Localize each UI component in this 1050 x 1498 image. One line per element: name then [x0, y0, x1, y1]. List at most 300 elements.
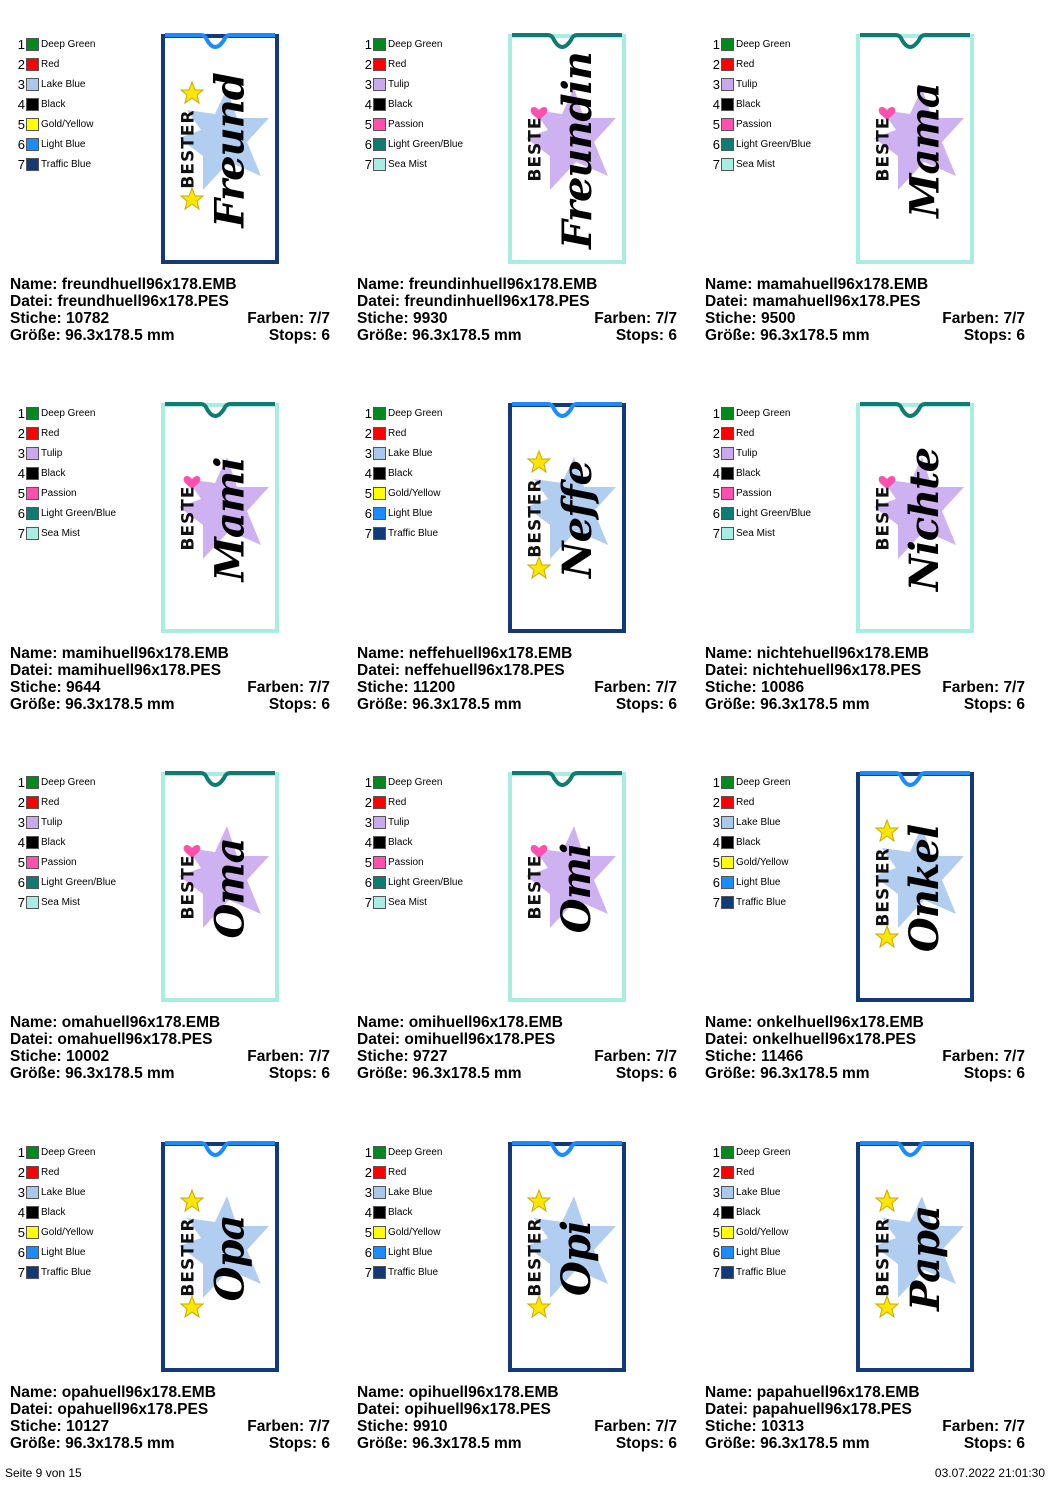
color-row [362, 134, 463, 154]
color-row [15, 483, 116, 503]
color-number: 3 [17, 445, 25, 461]
color-swatch [373, 158, 386, 171]
color-number: 2 [17, 425, 25, 441]
design-preview [852, 30, 978, 266]
color-swatch [373, 38, 386, 51]
color-row [362, 523, 442, 543]
color-number: 1 [17, 36, 25, 52]
color-number: 6 [712, 1244, 720, 1260]
color-row [710, 94, 811, 114]
design-preview [504, 399, 630, 635]
color-number: 1 [364, 774, 372, 790]
color-swatch [721, 836, 734, 849]
design-file: Datei: papahuell96x178.PES [705, 1401, 912, 1418]
color-swatch [26, 98, 39, 111]
stop-count: Stops: 6 [268, 1435, 330, 1452]
color-row [710, 74, 811, 94]
design-info [357, 1014, 677, 1082]
color-row [710, 114, 811, 134]
color-row [710, 792, 790, 812]
color-row [710, 403, 811, 423]
color-number: 6 [17, 505, 25, 521]
stitch-count: Stiche: 9500 [705, 310, 796, 327]
color-name: Lake Blue [388, 1186, 433, 1198]
color-row [15, 1162, 95, 1182]
color-swatch [26, 1226, 39, 1239]
color-number: 4 [712, 834, 720, 850]
color-row [15, 74, 95, 94]
design-file: Datei: neffehuell96x178.PES [357, 662, 565, 679]
color-row [362, 503, 442, 523]
color-row [362, 1202, 442, 1222]
color-swatch [373, 118, 386, 131]
design-label-large: Oma [206, 837, 254, 939]
design-label-small: BESTER [526, 1217, 546, 1297]
color-swatch [721, 58, 734, 71]
design-file: Datei: opihuell96x178.PES [357, 1401, 551, 1418]
design-size: Größe: 96.3x178.5 mm [357, 696, 522, 713]
color-swatch [721, 876, 734, 889]
color-number: 7 [364, 525, 372, 541]
color-swatch [373, 1206, 386, 1219]
color-name: Black [388, 1206, 413, 1218]
color-name: Red [41, 796, 60, 808]
color-row [362, 1162, 442, 1182]
color-row [710, 1262, 790, 1282]
design-label-large: Papa [901, 1205, 949, 1311]
color-number: 2 [17, 1164, 25, 1180]
color-name: Deep Green [736, 407, 791, 419]
design-file: Datei: nichtehuell96x178.PES [705, 662, 922, 679]
color-swatch [26, 1146, 39, 1159]
color-row [15, 1202, 95, 1222]
color-name: Light Blue [388, 1246, 433, 1258]
color-row [362, 423, 442, 443]
color-number: 6 [17, 874, 25, 890]
color-number: 7 [17, 1264, 25, 1280]
color-swatch [373, 98, 386, 111]
design-label-small: BESTE [874, 485, 894, 551]
color-name: Red [736, 58, 755, 70]
color-swatch [373, 138, 386, 151]
color-name: Gold/Yellow [41, 118, 94, 130]
color-number: 4 [712, 96, 720, 112]
color-count: Farben: 7/7 [594, 1418, 677, 1435]
color-row [15, 1182, 95, 1202]
stitch-count: Stiche: 9727 [357, 1048, 448, 1065]
color-name: Passion [41, 856, 77, 868]
color-name: Traffic Blue [41, 1266, 92, 1278]
color-count: Farben: 7/7 [594, 679, 677, 696]
color-name: Tulip [736, 78, 758, 90]
color-number: 6 [364, 505, 372, 521]
stop-count: Stops: 6 [615, 327, 677, 344]
color-row [362, 1262, 442, 1282]
color-row [710, 772, 790, 792]
design-size: Größe: 96.3x178.5 mm [705, 696, 870, 713]
color-number: 1 [712, 1144, 720, 1160]
color-number: 1 [364, 1144, 372, 1160]
color-name: Deep Green [41, 1146, 96, 1158]
color-swatch [26, 407, 39, 420]
color-row [362, 812, 463, 832]
color-swatch [373, 407, 386, 420]
color-row [710, 34, 811, 54]
color-swatch [721, 447, 734, 460]
color-count: Farben: 7/7 [247, 1048, 330, 1065]
color-name: Gold/Yellow [736, 856, 789, 868]
color-number: 5 [712, 485, 720, 501]
design-name: Name: opihuell96x178.EMB [357, 1384, 559, 1401]
color-list [15, 1142, 95, 1282]
color-name: Traffic Blue [388, 1266, 439, 1278]
color-row [362, 483, 442, 503]
color-number: 3 [364, 76, 372, 92]
color-row [15, 154, 95, 174]
color-number: 1 [17, 405, 25, 421]
color-swatch [721, 527, 734, 540]
color-row [15, 812, 116, 832]
color-row [362, 154, 463, 174]
color-swatch [26, 158, 39, 171]
color-swatch [26, 118, 39, 131]
color-name: Light Green/Blue [736, 507, 812, 519]
stitch-count: Stiche: 11200 [357, 679, 456, 696]
design-file: Datei: onkelhuell96x178.PES [705, 1031, 917, 1048]
design-info [10, 1384, 330, 1452]
color-name: Light Blue [41, 138, 86, 150]
color-name: Sea Mist [736, 158, 775, 170]
color-row [15, 134, 95, 154]
color-name: Light Blue [388, 507, 433, 519]
color-number: 4 [364, 834, 372, 850]
color-row [15, 34, 95, 54]
color-row [362, 772, 463, 792]
color-number: 4 [364, 96, 372, 112]
color-number: 7 [17, 525, 25, 541]
design-file: Datei: freundhuell96x178.PES [10, 293, 229, 310]
color-number: 7 [712, 1264, 720, 1280]
color-list [362, 1142, 442, 1282]
color-number: 6 [712, 136, 720, 152]
color-swatch [373, 527, 386, 540]
color-name: Black [388, 467, 413, 479]
color-swatch [373, 507, 386, 520]
color-row [15, 892, 116, 912]
color-number: 2 [712, 794, 720, 810]
stitch-count: Stiche: 10782 [10, 310, 110, 327]
color-name: Light Blue [736, 1246, 781, 1258]
color-number: 3 [712, 1184, 720, 1200]
design-label-small: BESTER [179, 1217, 199, 1297]
color-swatch [721, 138, 734, 151]
design-name: Name: onkelhuell96x178.EMB [705, 1014, 924, 1031]
color-name: Deep Green [388, 407, 443, 419]
color-name: Lake Blue [41, 1186, 86, 1198]
stitch-count: Stiche: 10002 [10, 1048, 110, 1065]
design-size: Größe: 96.3x178.5 mm [10, 327, 175, 344]
color-name: Tulip [41, 447, 63, 459]
design-name: Name: freundhuell96x178.EMB [10, 276, 237, 293]
design-preview [504, 30, 630, 266]
color-swatch [721, 1206, 734, 1219]
color-name: Red [388, 427, 407, 439]
design-info [357, 276, 677, 344]
color-swatch [373, 796, 386, 809]
design-preview [504, 1138, 630, 1374]
design-name: Name: freundinhuell96x178.EMB [357, 276, 598, 293]
design-label-small: BESTER [526, 478, 546, 558]
color-name: Black [41, 836, 66, 848]
color-swatch [26, 447, 39, 460]
design-name: Name: omihuell96x178.EMB [357, 1014, 563, 1031]
color-count: Farben: 7/7 [942, 1418, 1025, 1435]
color-name: Red [41, 1166, 60, 1178]
color-swatch [26, 38, 39, 51]
color-number: 3 [712, 76, 720, 92]
color-number: 2 [364, 425, 372, 441]
design-preview [157, 30, 283, 266]
design-label-large: Neffe [553, 460, 601, 578]
color-number: 6 [364, 1244, 372, 1260]
color-number: 6 [712, 874, 720, 890]
color-row [362, 1242, 442, 1262]
color-row [362, 832, 463, 852]
color-number: 2 [364, 56, 372, 72]
stop-count: Stops: 6 [963, 327, 1025, 344]
color-row [362, 1222, 442, 1242]
color-name: Lake Blue [736, 1186, 781, 1198]
color-name: Traffic Blue [736, 896, 787, 908]
color-number: 3 [17, 76, 25, 92]
color-name: Gold/Yellow [41, 1226, 94, 1238]
design-info [10, 1014, 330, 1082]
stitch-count: Stiche: 9644 [10, 679, 101, 696]
color-swatch [373, 78, 386, 91]
color-name: Deep Green [41, 38, 96, 50]
color-name: Gold/Yellow [736, 1226, 789, 1238]
color-swatch [721, 487, 734, 500]
design-card [357, 768, 697, 1128]
design-size: Größe: 96.3x178.5 mm [10, 696, 175, 713]
color-list [710, 403, 811, 543]
color-number: 4 [17, 465, 25, 481]
color-row [15, 523, 116, 543]
color-count: Farben: 7/7 [594, 310, 677, 327]
color-name: Red [736, 1166, 755, 1178]
color-row [710, 852, 790, 872]
color-number: 3 [17, 814, 25, 830]
color-row [710, 1142, 790, 1162]
color-row [362, 114, 463, 134]
design-name: Name: neffehuell96x178.EMB [357, 645, 573, 662]
design-label-large: Opa [206, 1215, 254, 1301]
color-row [710, 134, 811, 154]
color-name: Tulip [41, 816, 63, 828]
color-number: 4 [712, 1204, 720, 1220]
color-name: Passion [41, 487, 77, 499]
color-row [362, 852, 463, 872]
stop-count: Stops: 6 [268, 327, 330, 344]
color-swatch [373, 447, 386, 460]
design-file: Datei: opahuell96x178.PES [10, 1401, 209, 1418]
design-preview [504, 768, 630, 1004]
color-count: Farben: 7/7 [247, 1418, 330, 1435]
color-swatch [373, 1246, 386, 1259]
design-label-small: BESTE [526, 854, 546, 920]
color-swatch [373, 1226, 386, 1239]
color-row [15, 443, 116, 463]
design-preview [852, 399, 978, 635]
design-card [705, 768, 1045, 1128]
color-count: Farben: 7/7 [942, 679, 1025, 696]
color-swatch [26, 896, 39, 909]
color-name: Sea Mist [41, 896, 80, 908]
color-number: 7 [17, 156, 25, 172]
color-swatch [26, 78, 39, 91]
color-number: 4 [17, 96, 25, 112]
color-swatch [26, 796, 39, 809]
color-number: 1 [712, 405, 720, 421]
design-name: Name: nichtehuell96x178.EMB [705, 645, 929, 662]
stop-count: Stops: 6 [268, 696, 330, 713]
color-swatch [26, 427, 39, 440]
stitch-count: Stiche: 9910 [357, 1418, 448, 1435]
design-info [705, 276, 1025, 344]
color-row [362, 1142, 442, 1162]
design-info [10, 645, 330, 713]
color-swatch [373, 816, 386, 829]
color-swatch [721, 1186, 734, 1199]
design-card [357, 1138, 697, 1498]
color-name: Black [41, 467, 66, 479]
color-swatch [721, 776, 734, 789]
color-number: 3 [364, 445, 372, 461]
color-name: Traffic Blue [41, 158, 92, 170]
color-name: Red [41, 58, 60, 70]
color-name: Deep Green [41, 776, 96, 788]
color-number: 7 [17, 894, 25, 910]
color-row [710, 832, 790, 852]
color-swatch [721, 507, 734, 520]
color-name: Black [736, 836, 761, 848]
stitch-count: Stiche: 10313 [705, 1418, 805, 1435]
color-row [362, 1182, 442, 1202]
stop-count: Stops: 6 [615, 696, 677, 713]
design-preview [157, 399, 283, 635]
design-label-large: Freund [206, 72, 254, 228]
design-size: Größe: 96.3x178.5 mm [705, 1435, 870, 1452]
color-number: 6 [364, 136, 372, 152]
color-name: Tulip [388, 816, 410, 828]
design-name: Name: opahuell96x178.EMB [10, 1384, 216, 1401]
color-row [362, 54, 463, 74]
color-swatch [26, 1246, 39, 1259]
design-name: Name: mamahuell96x178.EMB [705, 276, 929, 293]
color-name: Deep Green [736, 38, 791, 50]
color-row [15, 792, 116, 812]
color-name: Red [388, 1166, 407, 1178]
color-swatch [721, 896, 734, 909]
color-list [710, 772, 790, 912]
design-info [705, 1014, 1025, 1082]
design-card [10, 768, 350, 1128]
design-label-small: BESTE [179, 485, 199, 551]
design-info [10, 276, 330, 344]
color-number: 7 [364, 156, 372, 172]
color-list [362, 403, 442, 543]
color-row [710, 523, 811, 543]
color-swatch [373, 1146, 386, 1159]
color-number: 2 [17, 56, 25, 72]
stop-count: Stops: 6 [963, 1435, 1025, 1452]
color-swatch [721, 796, 734, 809]
color-row [15, 772, 116, 792]
color-row [710, 423, 811, 443]
color-count: Farben: 7/7 [247, 310, 330, 327]
color-row [710, 54, 811, 74]
color-name: Traffic Blue [388, 527, 439, 539]
color-name: Black [388, 836, 413, 848]
color-number: 7 [364, 894, 372, 910]
color-row [15, 114, 95, 134]
color-swatch [26, 876, 39, 889]
color-swatch [373, 1166, 386, 1179]
color-swatch [26, 1266, 39, 1279]
stitch-count: Stiche: 10127 [10, 1418, 110, 1435]
design-size: Größe: 96.3x178.5 mm [357, 1435, 522, 1452]
design-label-large: Omi [553, 843, 601, 933]
stop-count: Stops: 6 [615, 1435, 677, 1452]
color-swatch [373, 427, 386, 440]
color-swatch [373, 467, 386, 480]
design-card [10, 399, 350, 759]
color-count: Farben: 7/7 [247, 679, 330, 696]
color-name: Tulip [736, 447, 758, 459]
color-number: 1 [17, 774, 25, 790]
color-name: Deep Green [41, 407, 96, 419]
stop-count: Stops: 6 [268, 1065, 330, 1082]
color-name: Red [388, 58, 407, 70]
color-list [15, 403, 116, 543]
stop-count: Stops: 6 [615, 1065, 677, 1082]
color-number: 5 [712, 854, 720, 870]
color-name: Red [736, 427, 755, 439]
color-swatch [721, 1146, 734, 1159]
design-label-small: BESTE [179, 854, 199, 920]
print-datetime: 03.07.2022 21:01:30 [934, 1466, 1045, 1480]
color-number: 4 [712, 465, 720, 481]
color-name: Deep Green [388, 776, 443, 788]
color-name: Red [41, 427, 60, 439]
color-row [710, 1182, 790, 1202]
color-swatch [26, 816, 39, 829]
color-row [710, 812, 790, 832]
color-name: Passion [388, 118, 424, 130]
color-row [15, 832, 116, 852]
color-name: Light Green/Blue [41, 876, 117, 888]
design-card [10, 1138, 350, 1498]
design-card [10, 30, 350, 390]
design-file: Datei: omahuell96x178.PES [10, 1031, 213, 1048]
color-row [15, 94, 95, 114]
color-swatch [721, 98, 734, 111]
color-row [362, 463, 442, 483]
design-label-small: BESTE [526, 116, 546, 182]
color-swatch [373, 776, 386, 789]
color-swatch [26, 1186, 39, 1199]
color-row [15, 852, 116, 872]
